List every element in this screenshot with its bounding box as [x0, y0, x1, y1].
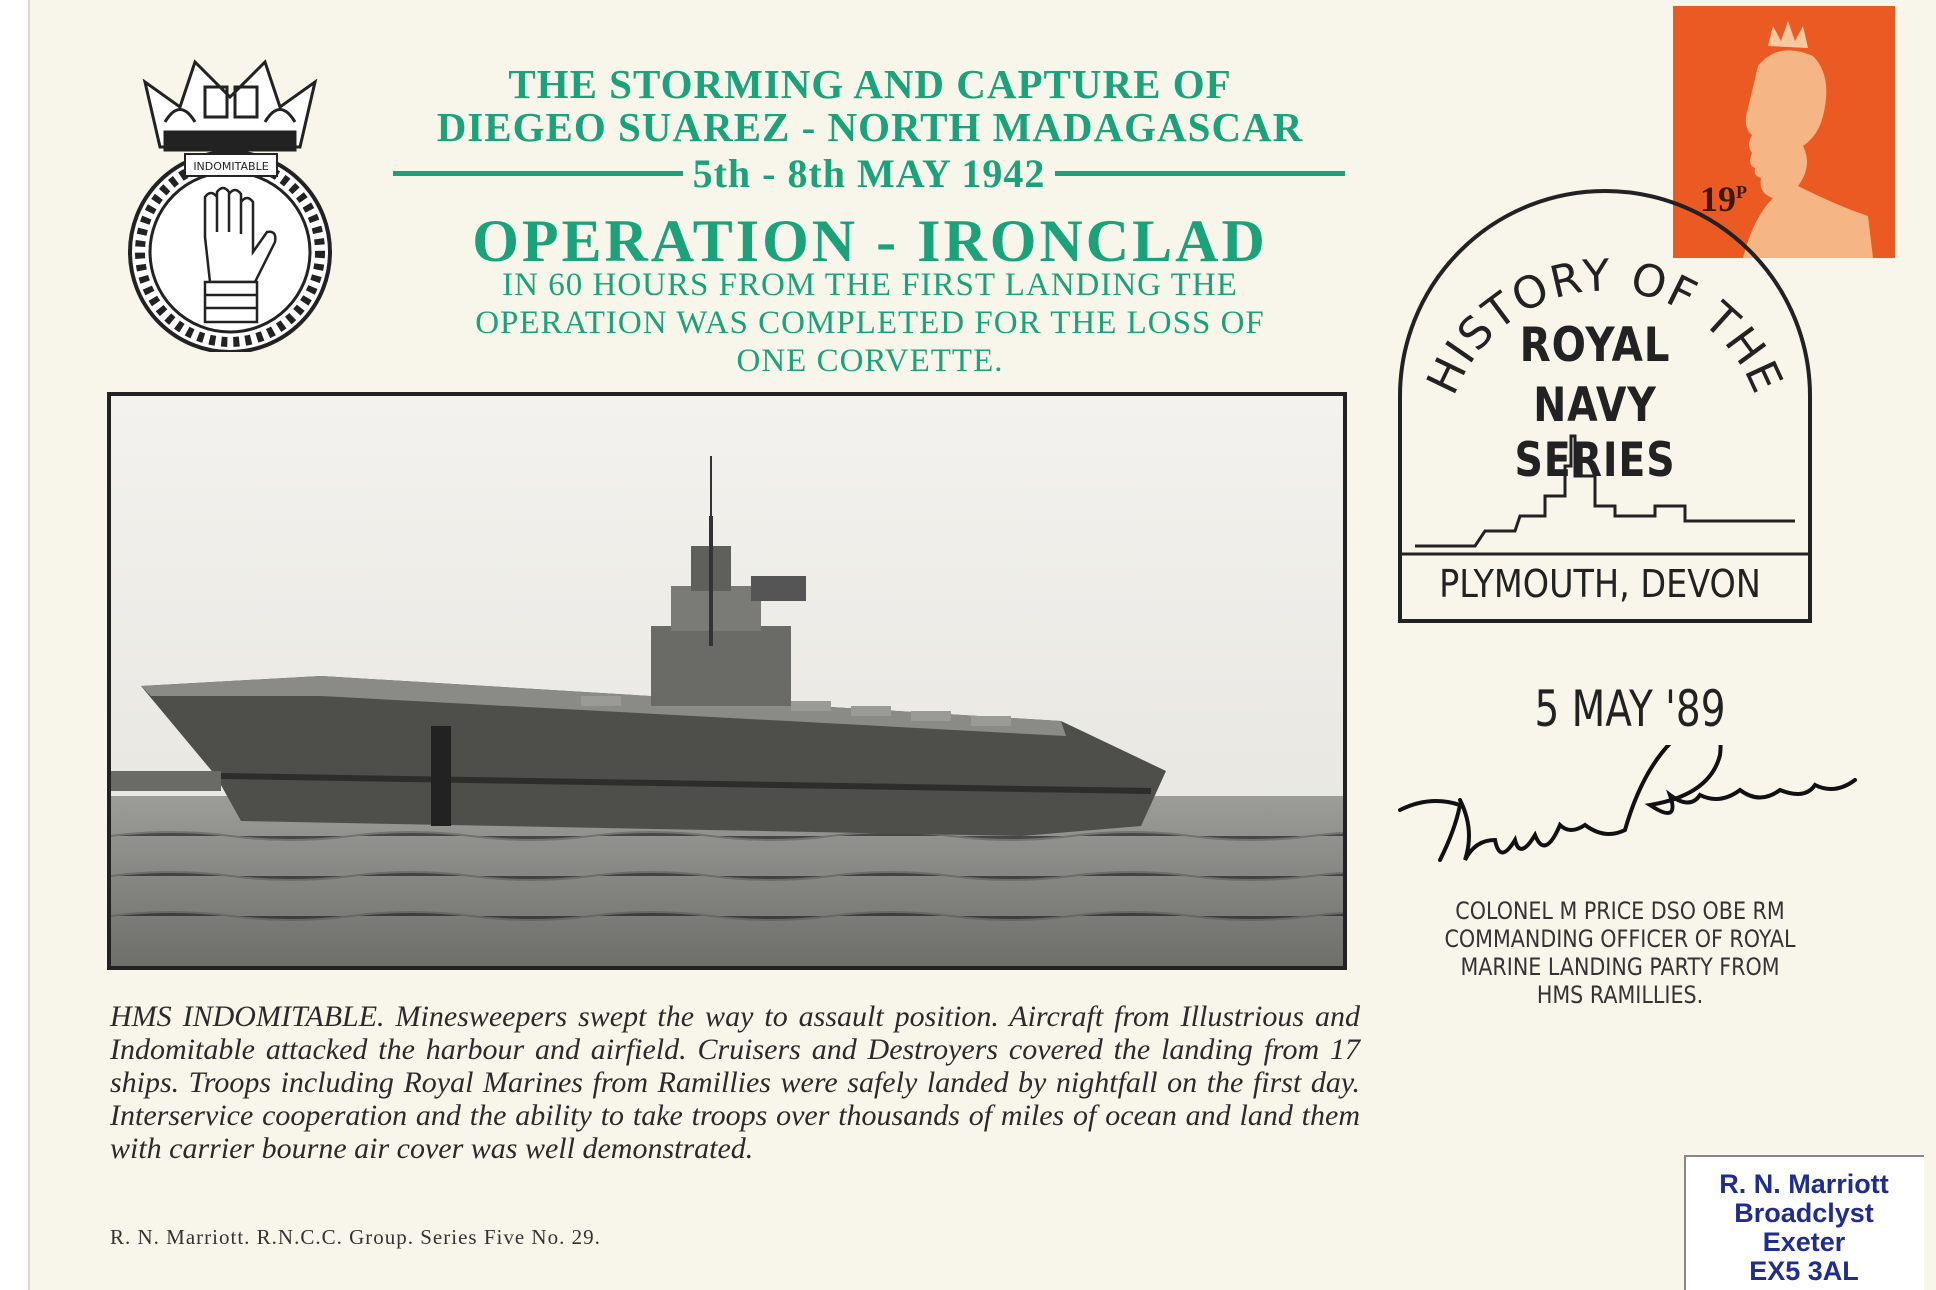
postmark-place: PLYMOUTH, DEVON: [1439, 562, 1761, 606]
officer-line-4: HMS RAMILLIES.: [1536, 981, 1704, 1009]
svg-text:HISTORY OF THE: HISTORY OF THE: [1417, 250, 1793, 402]
ship-crest-emblem: [105, 52, 355, 352]
postmark-navy-series: NAVY SERIES: [1514, 378, 1676, 488]
series-footnote: R. N. Marriott. R.N.C.C. Group. Series Five No. 29.: [110, 1225, 601, 1249]
dates-row: [393, 150, 1345, 196]
aircraft-carrier-illustration: [111, 396, 1343, 966]
title-line-1: THE STORMING AND CAPTURE OF: [508, 61, 1232, 107]
rule-left: [393, 171, 683, 176]
summary-line-2: OPERATION WAS COMPLETED FOR THE LOSS OF: [475, 305, 1265, 341]
rule-right: [1055, 171, 1345, 176]
address-name: R. N. Marriott: [1719, 1169, 1889, 1199]
envelope-edge: [0, 0, 30, 1290]
dates-text: 5th - 8th MAY 1942: [692, 150, 1046, 196]
postmark-royal: ROYAL: [1519, 318, 1671, 373]
address-line-1: Broadclyst: [1734, 1198, 1874, 1228]
stamp-value: $19^P$: [1700, 179, 1747, 219]
title-line-2: DIEGEO SUAREZ - NORTH MADAGASCAR: [436, 104, 1304, 150]
officer-line-2: COMMANDING OFFICER OF ROYAL: [1444, 925, 1796, 953]
ship-photo: [107, 392, 1347, 970]
svg-text:INDOMITABLE: INDOMITABLE: [193, 160, 269, 173]
address-line-2: Exeter: [1762, 1227, 1846, 1257]
officer-line-3: MARINE LANDING PARTY FROM: [1460, 953, 1780, 981]
photo-caption: HMS INDOMITABLE. Minesweepers swept the way to assault position. Aircraft from Illustrious and Indomitable attacked the harbour and airfield. Cruisers and Destroyers covered the landing from 17 ships. Troops including Royal Marines from Ramillies were safely landed by nightfall on the first day. Interservice cooperation and the ability to take troops over thousands of miles of ocean and land them with carrier bourne air cover was well demonstrated.: [110, 1000, 1360, 1165]
handwritten-signature: [1390, 745, 1930, 885]
officer-line-1: COLONEL M PRICE DSO OBE RM: [1455, 897, 1785, 925]
summary-line-1: IN 60 HOURS FROM THE FIRST LANDING THE: [502, 267, 1238, 303]
officer-details: [1439, 897, 1800, 1009]
operation-title: OPERATION - IRONCLAD: [472, 208, 1268, 274]
address-postcode: EX5 3AL: [1749, 1256, 1859, 1286]
postmark-date: 5 MAY '89: [1534, 680, 1726, 738]
summary-line-3: ONE CORVETTE.: [736, 343, 1004, 379]
